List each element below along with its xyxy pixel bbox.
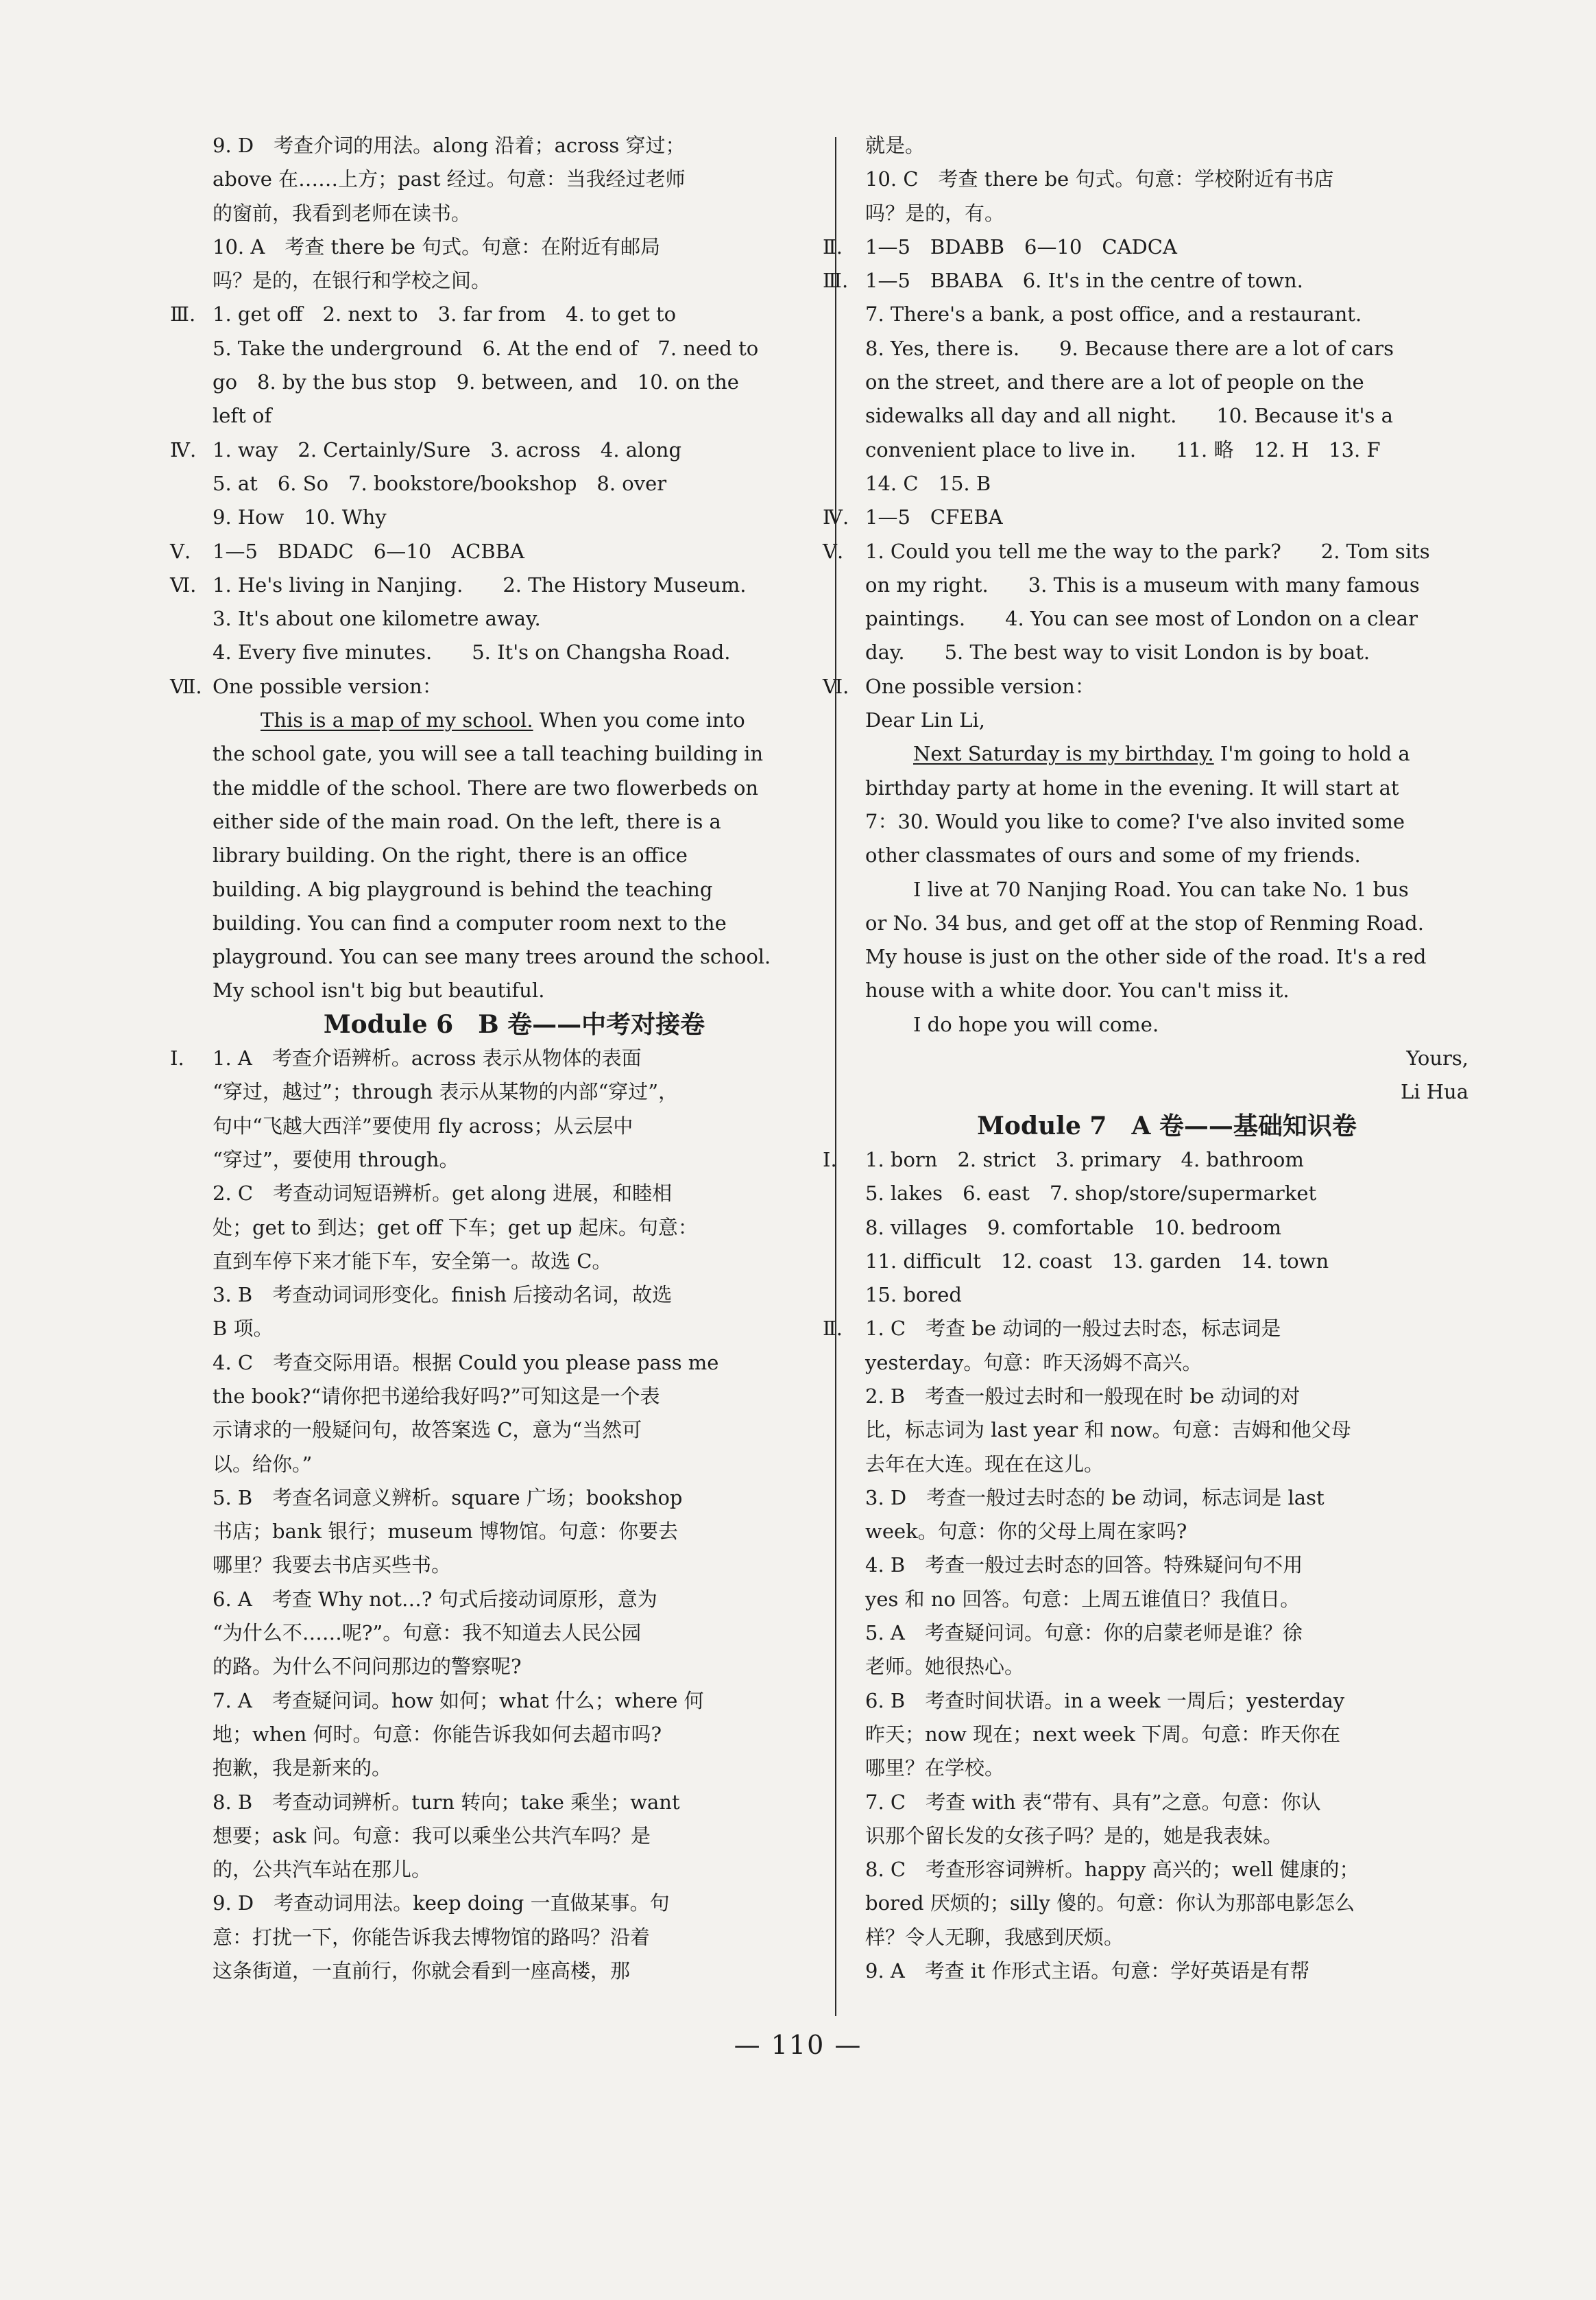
page-number: — 110 — — [734, 2030, 862, 2060]
text-line: 的路。为什么不问问那边的警察呢? — [213, 1655, 522, 1679]
section-numeral: Ⅰ. — [170, 1046, 184, 1070]
letter-signature: Li Hua — [1400, 1080, 1468, 1104]
text-line: yesterday。句意：昨天汤姆不高兴。 — [865, 1350, 1202, 1374]
text-line: 6. B 考查时间状语。in a week 一周后；yesterday — [865, 1688, 1345, 1712]
text-line: birthday party at home in the evening. It will start at — [865, 776, 1399, 800]
text-line: the middle of the school. There are two flowerbeds on — [213, 776, 759, 800]
section-numeral: Ⅰ. — [823, 1147, 837, 1171]
text-line: building. A big playground is behind the teaching — [213, 877, 713, 901]
text-line: yes 和 no 回答。句意：上周五谁值日？我值日。 — [865, 1587, 1301, 1611]
text-line: 识那个留长发的女孩子吗？是的，她是我表妹。 — [865, 1823, 1283, 1847]
text-line: library building. On the right, there is an office — [213, 843, 688, 867]
text-line: house with a white door. You can't miss it. — [865, 979, 1290, 1003]
essay-first-line: This is a map of my school. When you come into — [261, 708, 745, 732]
section-line: Ⅴ. 1. Could you tell me the way to the park? 2. Tom sits — [865, 535, 1468, 568]
text-line: 以。给你。” — [213, 1452, 313, 1476]
text-line: 14. C 15. B — [865, 471, 991, 495]
text-line: 7. There's a bank, a post office, and a restaurant. — [865, 302, 1362, 326]
text-line: 5. Take the underground 6. At the end of 7. need to — [213, 336, 759, 360]
section-numeral: Ⅴ. — [170, 539, 191, 563]
section-numeral: Ⅵ. — [170, 573, 197, 597]
section-numeral: Ⅱ. — [823, 235, 843, 259]
text-line: 的窗前，我看到老师在读书。 — [213, 201, 472, 225]
text-line: or No. 34 bus, and get off at the stop of Renming Road. — [865, 911, 1424, 935]
text-line: paintings. 4. You can see most of London on a clear — [865, 607, 1418, 631]
section-numeral: Ⅶ. — [170, 674, 202, 698]
text-line: 5. A 考查疑问词。句意：你的启蒙老师是谁？徐 — [865, 1621, 1303, 1645]
text-line: 样？令人无聊，我感到厌烦。 — [865, 1925, 1124, 1949]
section-numeral: Ⅵ. — [823, 674, 849, 698]
letter-first-line: Next Saturday is my birthday. I'm going to hold a — [913, 742, 1410, 766]
section-line: Ⅳ. 1—5 CFEBA — [865, 501, 1468, 534]
text-line: week。句意：你的父母上周在家吗? — [865, 1520, 1187, 1544]
text-line: My school isn't big but beautiful. — [213, 979, 545, 1003]
text-line: 4. C 考查交际用语。根据 Could you please pass me — [213, 1350, 719, 1374]
section-numeral: Ⅲ. — [170, 302, 196, 326]
text-line: building. You can find a computer room next to the — [213, 911, 727, 935]
text-line: on my right. 3. This is a museum with many famous — [865, 573, 1420, 597]
topic-sentence: Next Saturday is my birthday. — [913, 742, 1214, 766]
text-line: 9. D 考查介词的用法。along 沿着；across 穿过； — [213, 134, 686, 157]
text-line: 2. B 考查一般过去时和一般现在时 be 动词的对 — [865, 1384, 1301, 1408]
text-line: 昨天；now 现在；next week 下周。句意：昨天你在 — [865, 1722, 1341, 1746]
text-line: 3. B 考查动词词形变化。finish 后接动名词，故选 — [213, 1283, 673, 1307]
letter-closing: Yours, — [1406, 1046, 1468, 1070]
text-line: 7. A 考查疑问词。how 如何；what 什么；where 何 — [213, 1688, 704, 1712]
text-line: 9. A 考查 it 作形式主语。句意：学好英语是有帮 — [865, 1959, 1310, 1983]
section-numeral: Ⅲ. — [823, 269, 849, 293]
section-line: Ⅳ. 1. way 2. Certainly/Sure 3. across 4. along — [213, 433, 816, 467]
text-line: 8. villages 9. comfortable 10. bedroom — [865, 1215, 1281, 1239]
text-line: “穿过”，要使用 through。 — [213, 1147, 459, 1171]
text-line: convenient place to live in. 11. 略 12. H 13. F — [865, 438, 1381, 462]
text-line: “穿过，越过”；through 表示从某物的内部“穿过”， — [213, 1080, 679, 1104]
text-line: 8. C 考查形容词辨析。happy 高兴的；well 健康的； — [865, 1858, 1359, 1882]
text-line: 老师。她很热心。 — [865, 1655, 1025, 1679]
text-line: above 在……上方；past 经过。句意：当我经过老师 — [213, 167, 686, 191]
section-numeral: Ⅱ. — [823, 1317, 843, 1341]
text-line: 8. B 考查动词辨析。turn 转向；take 乘坐；want — [213, 1790, 680, 1814]
column-divider — [835, 137, 836, 2016]
text-line: 哪里？我要去书店买些书。 — [213, 1553, 452, 1577]
text-line: day. 5. The best way to visit London is by boat. — [865, 640, 1370, 664]
text-line: 示请求的一般疑问句，故答案选 C，意为“当然可 — [213, 1418, 642, 1442]
text-line: left of — [213, 404, 272, 428]
text-line: 直到车停下来才能下车，安全第一。故选 C。 — [213, 1249, 612, 1273]
text-line: 地；when 何时。句意：你能告诉我如何去超市吗? — [213, 1722, 662, 1746]
section-numeral: Ⅴ. — [823, 539, 844, 563]
text-line: 抱歉，我是新来的。 — [213, 1756, 392, 1780]
text-line: 就是。 — [865, 134, 926, 157]
text-line: the book?“请你把书递给我好吗?”可知这是一个表 — [213, 1384, 660, 1408]
section-line: Ⅲ. 1—5 BBABA 6. It's in the centre of town. — [865, 264, 1468, 298]
text-line: either side of the main road. On the left, there is a — [213, 809, 721, 833]
text-line: 7. C 考查 with 表“带有、具有”之意。句意：你认 — [865, 1790, 1321, 1814]
text-line: playground. You can see many trees around the school. — [213, 945, 771, 969]
text-line: 10. A 考查 there be 句式。句意：在附近有邮局 — [213, 235, 661, 259]
text-line: 3. D 考查一般过去时态的 be 动词，标志词是 last — [865, 1485, 1325, 1509]
text-line: 的，公共汽车站在那儿。 — [213, 1858, 432, 1882]
text-line: I do hope you will come. — [913, 1012, 1159, 1036]
text-line: 8. Yes, there is. 9. Because there are a lot of cars — [865, 336, 1394, 360]
section-line: Ⅵ. 1. He's living in Nanjing. 2. The History Museum. — [213, 568, 816, 602]
section-numeral: Ⅳ. — [823, 505, 849, 529]
module-heading: Module 6 B 卷——中考对接卷 — [323, 1009, 705, 1039]
text-line: 7：30. Would you like to come? I've also invited some — [865, 809, 1405, 833]
left-column — [170, 129, 816, 1988]
section-line: Ⅴ. 1—5 BDADC 6—10 ACBBA — [213, 535, 816, 568]
text-line: 5. B 考查名词意义辨析。square 广场；bookshop — [213, 1485, 683, 1509]
text-line: 句中“飞越大西洋”要使用 fly across；从云层中 — [213, 1114, 633, 1138]
letter-salutation: Dear Lin Li, — [865, 708, 985, 732]
text-line: 11. difficult 12. coast 13. garden 14. town — [865, 1249, 1329, 1273]
text-line: 6. A 考查 Why not…? 句式后接动词原形，意为 — [213, 1587, 657, 1611]
text-line: “为什么不……呢?”。句意：我不知道去人民公园 — [213, 1621, 642, 1645]
section-numeral: Ⅳ. — [170, 438, 197, 462]
text-line: 2. C 考查动词短语辨析。get along 进展，和睦相 — [213, 1182, 673, 1206]
text-line: I live at 70 Nanjing Road. You can take No. 1 bus — [913, 877, 1409, 901]
text-line: 吗？是的，有。 — [865, 201, 1005, 225]
text-line: on the street, and there are a lot of people on the — [865, 370, 1364, 394]
text-line: My house is just on the other side of the road. It's a red — [865, 945, 1427, 969]
section-line: Ⅰ. 1. A 考查介语辨析。across 表示从物体的表面 — [213, 1042, 816, 1075]
text-line: 4. Every five minutes. 5. It's on Changsha Road. — [213, 640, 731, 664]
section-line: Ⅱ. 1. C 考查 be 动词的一般过去时态，标志词是 — [865, 1312, 1468, 1345]
text-line: bored 厌烦的；silly 傻的。句意：你认为那部电影怎么 — [865, 1891, 1355, 1915]
section-line: Ⅵ. One possible version： — [865, 670, 1468, 704]
text-line: 15. bored — [865, 1283, 962, 1307]
text-line: 书店；bank 银行；museum 博物馆。句意：你要去 — [213, 1520, 678, 1544]
section-line: Ⅱ. 1—5 BDABB 6—10 CADCA — [865, 230, 1468, 264]
text-line: 哪里？在学校。 — [865, 1756, 1005, 1780]
text-line: 吗？是的，在银行和学校之间。 — [213, 269, 492, 293]
text-line: 5. lakes 6. east 7. shop/store/supermarket — [865, 1182, 1317, 1206]
text-line: 处；get to 到达；get off 下车；get up 起床。句意： — [213, 1215, 698, 1239]
text-line: 5. at 6. So 7. bookstore/bookshop 8. over — [213, 471, 667, 495]
text-line: 意：打扰一下，你能告诉我去博物馆的路吗？沿着 — [213, 1925, 651, 1949]
text-line: 这条街道，一直前行，你就会看到一座高楼，那 — [213, 1959, 631, 1983]
text-line: 10. C 考查 there be 句式。句意：学校附近有书店 — [865, 167, 1334, 191]
right-column — [823, 129, 1468, 1988]
text-line: 想要；ask 问。句意：我可以乘坐公共汽车吗？是 — [213, 1823, 651, 1847]
section-line: Ⅰ. 1. born 2. strict 3. primary 4. bathroom — [865, 1143, 1468, 1177]
text-line: 比，标志词为 last year 和 now。句意：吉姆和他父母 — [865, 1418, 1351, 1442]
section-line: Ⅶ. One possible version： — [213, 670, 816, 704]
text-line: 4. B 考查一般过去时态的回答。特殊疑问句不用 — [865, 1553, 1303, 1577]
text-line: 去年在大连。现在在这儿。 — [865, 1452, 1104, 1476]
topic-sentence: This is a map of my school. — [261, 708, 533, 732]
text-line: B 项。 — [213, 1317, 274, 1341]
text-line: 9. D 考查动词用法。keep doing 一直做某事。句 — [213, 1891, 670, 1915]
text-line: 3. It's about one kilometre away. — [213, 607, 541, 631]
text-line: sidewalks all day and all night. 10. Because it's a — [865, 404, 1393, 428]
text-line: 9. How 10. Why — [213, 505, 387, 529]
section-line: Ⅲ. 1. get off 2. next to 3. far from 4. to get to — [213, 298, 816, 331]
text-line: the school gate, you will see a tall teaching building in — [213, 742, 764, 766]
module-heading: Module 7 A 卷——基础知识卷 — [977, 1111, 1357, 1140]
text-line: other classmates of ours and some of my friends. — [865, 843, 1361, 867]
text-line: go 8. by the bus stop 9. between, and 10. on the — [213, 370, 739, 394]
